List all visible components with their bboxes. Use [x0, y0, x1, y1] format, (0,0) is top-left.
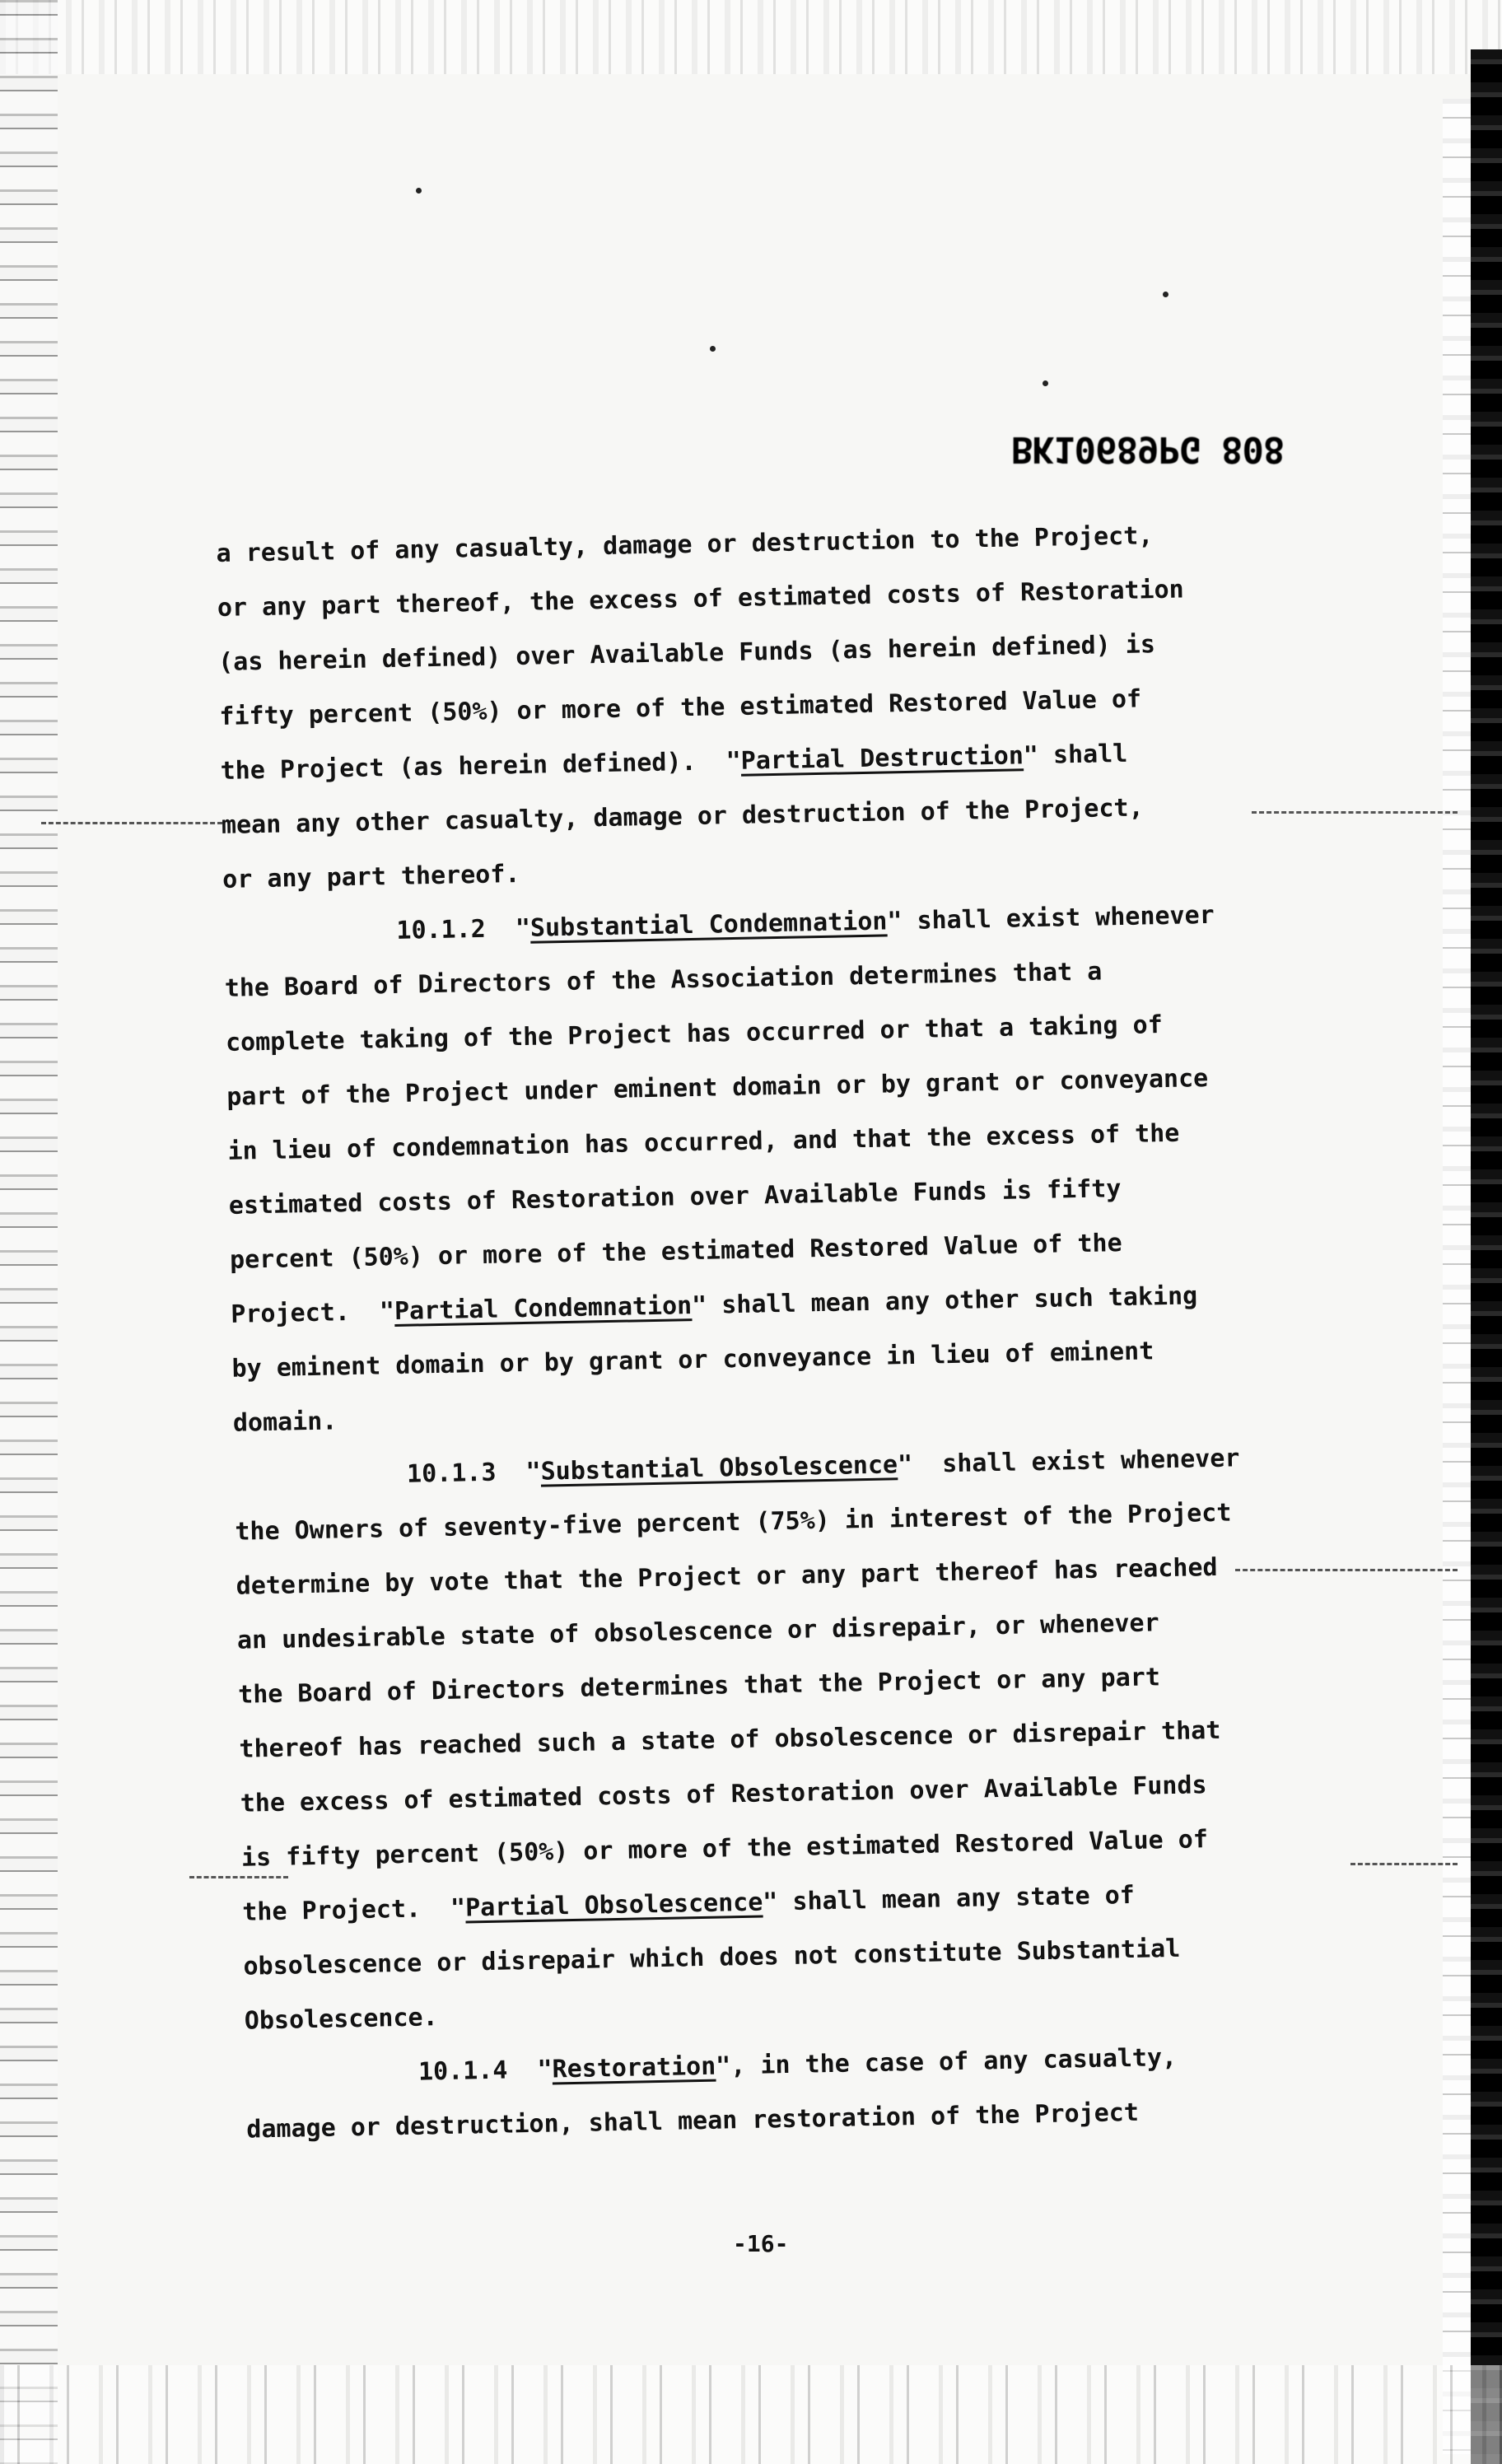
scan-speck — [1163, 292, 1168, 297]
text-segment: the Project. " — [241, 1893, 466, 1927]
scan-speck — [416, 188, 422, 194]
scan-edge-right-inner — [1443, 99, 1471, 2454]
text-segment: the Board of Directors of the Association determines that a — [224, 957, 1103, 1003]
text-segment: ", in the case of any casualty, — [715, 2042, 1178, 2081]
text-segment: " shall mean any state of — [763, 1880, 1136, 1917]
text-segment: " shall exist whenever — [897, 1444, 1240, 1480]
text-segment: percent (50%) or more of the estimated Restored Value of the — [229, 1229, 1122, 1275]
page-number: -16- — [733, 2230, 789, 2257]
text-segment: obsolescence or disrepair which does not constitute Substantial — [243, 1934, 1181, 1981]
text-segment: in lieu of condemnation has occurred, and that the excess of the — [227, 1118, 1180, 1166]
text-segment: fifty percent (50%) or more of the estimated Restored Value of — [219, 684, 1142, 731]
text-segment: " shall exist whenever — [887, 900, 1215, 936]
text-segment: 10.1.3 " — [406, 1457, 541, 1489]
text-segment: 10.1.4 " — [417, 2055, 553, 2087]
scan-speck — [1043, 380, 1048, 386]
text-segment: thereof has reached such a state of obsolescence or disrepair that — [239, 1715, 1221, 1764]
scan-edge-top — [0, 0, 1502, 74]
defined-term: Partial Destruction — [740, 741, 1024, 776]
text-segment: part of the Project under eminent domain or by grant or conveyance — [226, 1063, 1209, 1112]
text-segment: Project. " — [231, 1297, 395, 1329]
defined-term: Restoration — [552, 2051, 716, 2084]
text-segment: domain. — [232, 1407, 338, 1438]
text-segment: the Board of Directors determines that the Project or any part — [237, 1663, 1161, 1710]
text-segment: determine by vote that the Project or any part thereof has reached — [236, 1552, 1218, 1601]
text-segment: Obsolescence. — [244, 2003, 438, 2036]
text-segment: or any part thereof, the excess of estimated costs of Restoration — [217, 575, 1185, 623]
text-segment: damage or destruction, shall mean restoration of the Project — [246, 2098, 1140, 2144]
body-text — [216, 505, 1400, 2158]
text-segment: 10.1.2 " — [396, 913, 531, 945]
defined-term: Substantial Obsolescence — [540, 1450, 898, 1486]
text-segment: a result of any casualty, damage or destruction to the Project, — [216, 521, 1154, 568]
text-segment: the excess of estimated costs of Restoration over Available Funds — [240, 1771, 1207, 1818]
text-segment: " shall — [1023, 739, 1128, 771]
scan-edge-left — [0, 0, 58, 2464]
text-segment: (as herein defined) over Available Funds (as herein defined) is — [217, 630, 1156, 677]
text-segment: estimated costs of Restoration over Available Funds is fifty — [228, 1174, 1122, 1220]
scan-edge-bottom — [0, 2365, 1502, 2464]
scan-edge-right — [1471, 49, 1502, 2464]
defined-term: Substantial Condemnation — [529, 907, 888, 943]
text-segment: is fifty percent (50%) or more of the estimated Restored Value of — [240, 1825, 1209, 1873]
text-segment: mean any other casualty, damage or destruction of the Project, — [221, 793, 1144, 840]
text-segment: or any part thereof. — [222, 859, 520, 894]
defined-term: Partial Condemnation — [394, 1291, 693, 1327]
book-page-stamp: BK10689PG 808 — [1011, 428, 1285, 470]
text-segment: the Owners of seventy-five percent (75%) in interest of the Project — [235, 1498, 1232, 1547]
text-segment: an undesirable state of obsolescence or disrepair, or whenever — [236, 1608, 1159, 1655]
scan-artifact-line — [41, 822, 222, 824]
text-segment: complete taking of the Project has occurred or that a taking of — [225, 1010, 1164, 1057]
defined-term: Partial Obsolescence — [464, 1888, 763, 1923]
text-segment: the Project (as herein defined). " — [220, 746, 742, 786]
text-segment: by eminent domain or by grant or conveyance in lieu of eminent — [231, 1337, 1154, 1384]
scan-speck — [710, 346, 716, 352]
text-segment: " shall mean any other such taking — [691, 1281, 1198, 1321]
